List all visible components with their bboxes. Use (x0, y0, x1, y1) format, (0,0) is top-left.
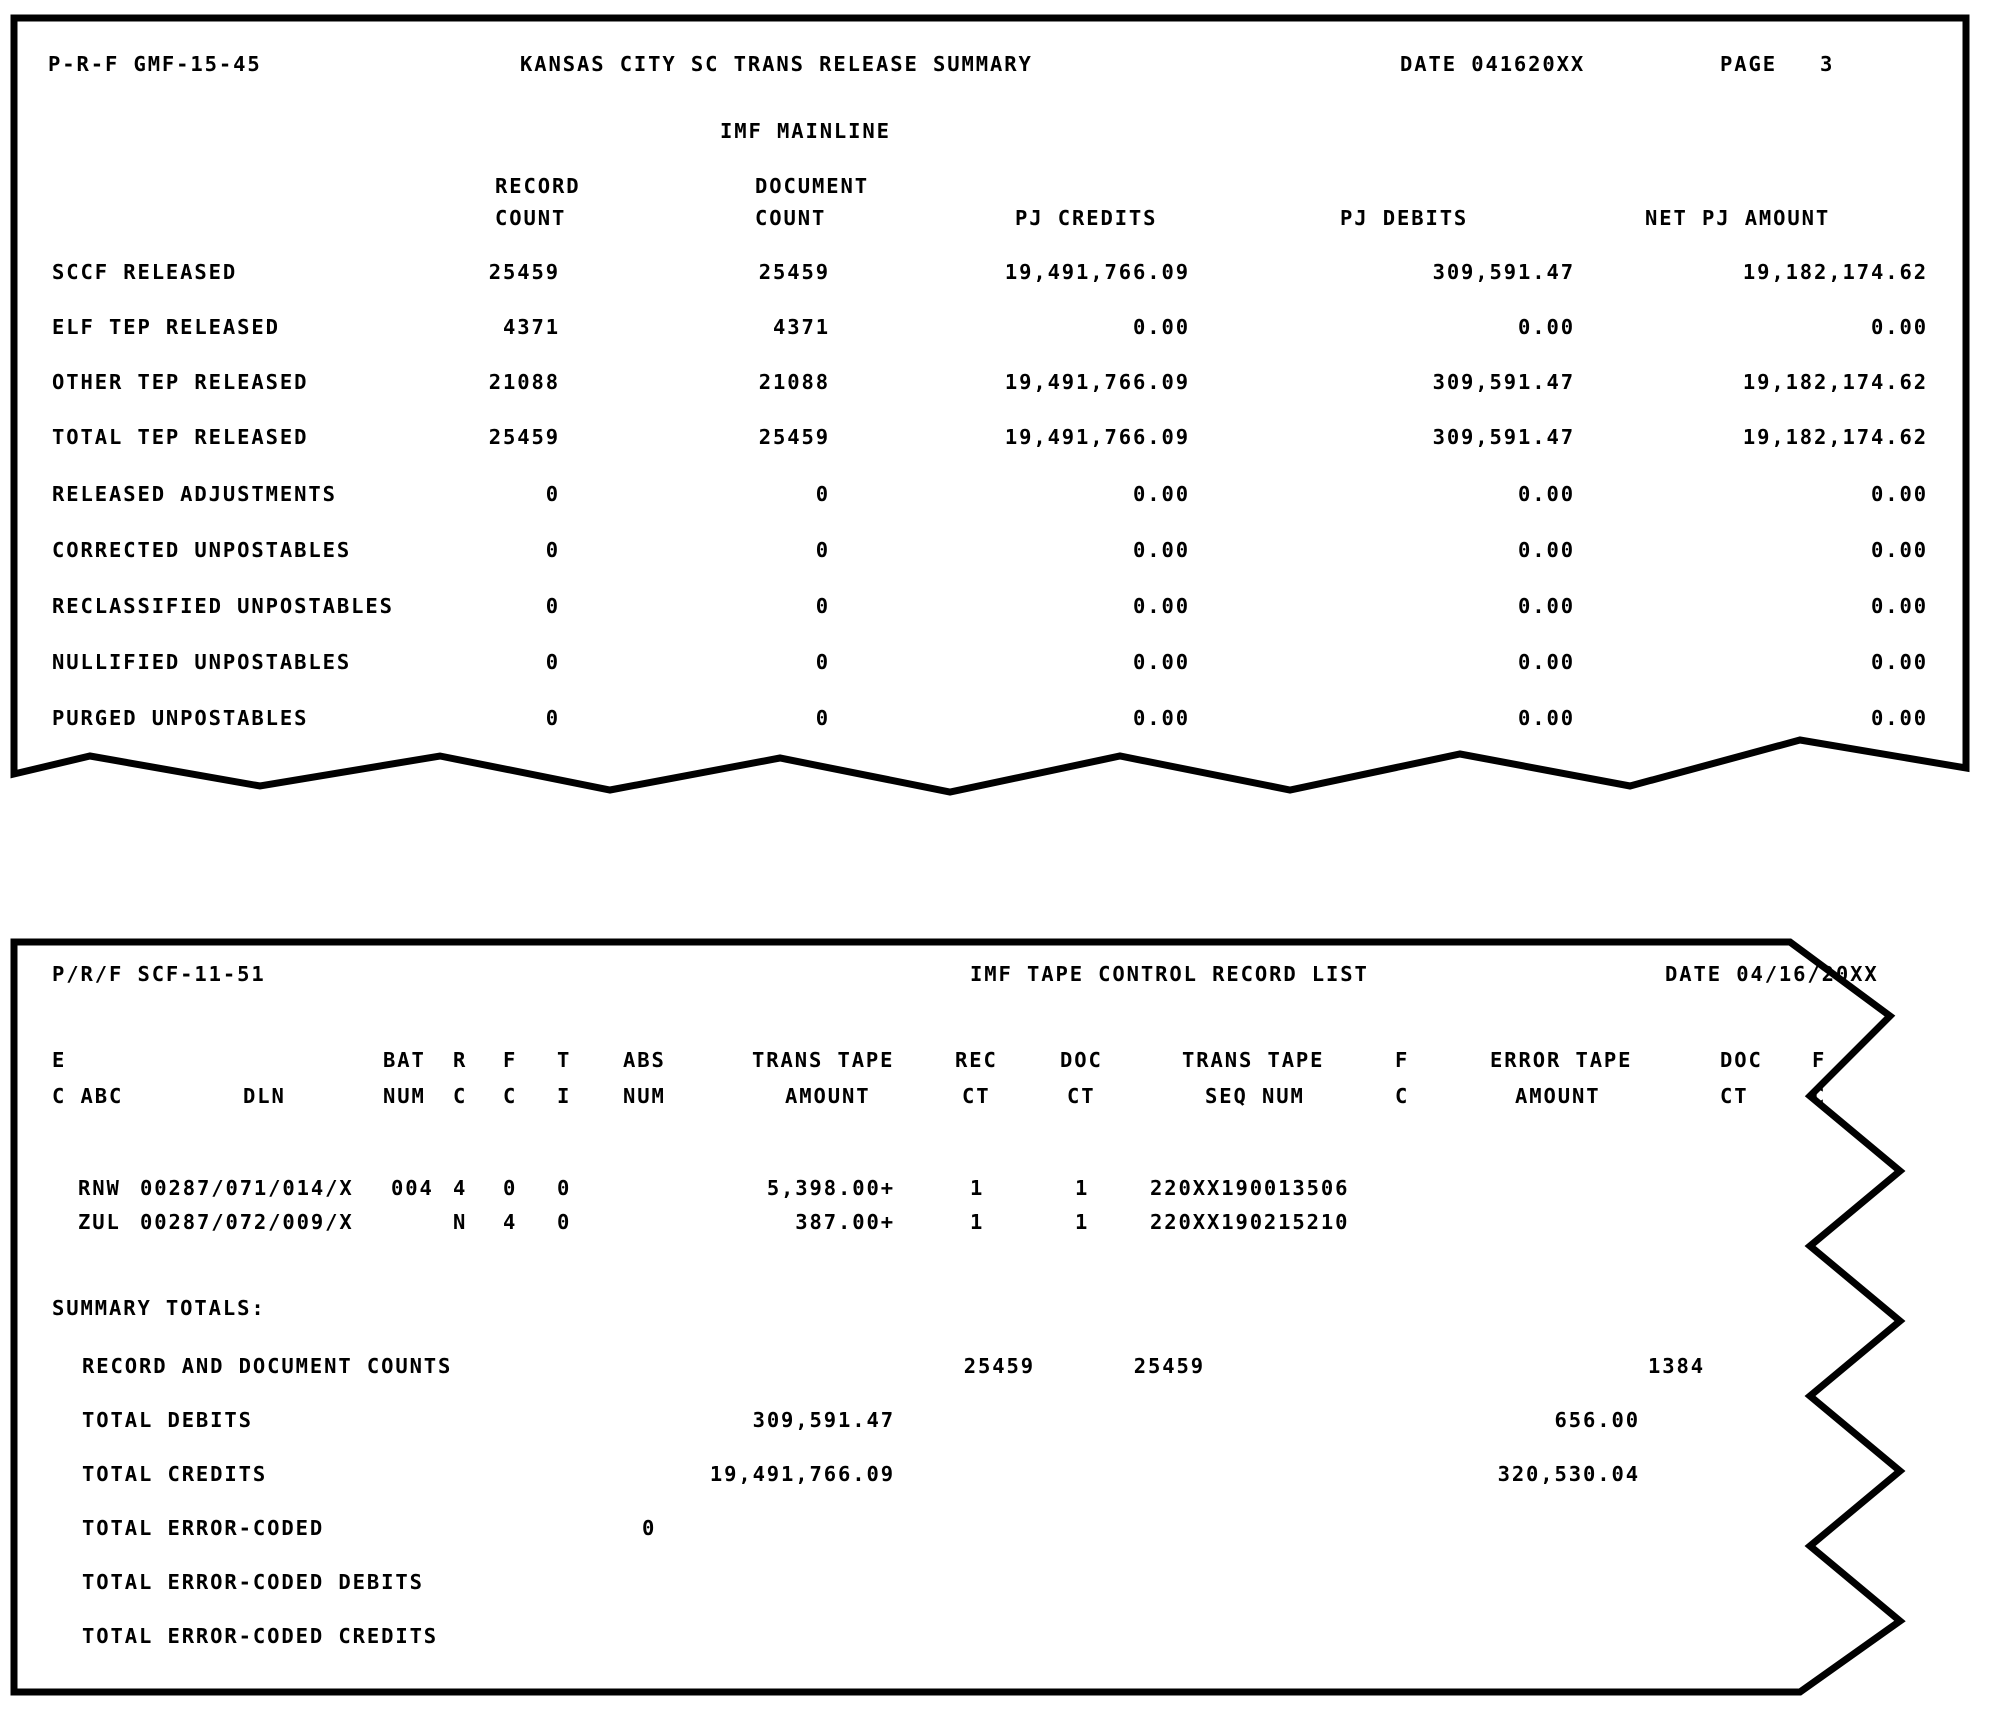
row-record-count: 0 (545, 650, 560, 674)
table-row (10, 594, 1970, 620)
row-document-count: 25459 (758, 260, 830, 284)
colhead-abs-1: ABS (623, 1048, 666, 1072)
table-row (10, 425, 1970, 451)
colhead-ti-1: T (557, 1048, 572, 1072)
colhead-trans-seq-2: SEQ NUM (1205, 1084, 1305, 1108)
report-one-page-label: PAGE (1720, 52, 1777, 76)
row-pj-credits: 0.00 (1133, 482, 1190, 506)
table-row (10, 482, 1970, 508)
colhead-err-doc-1: DOC (1720, 1048, 1763, 1072)
colhead-err-f-1: F (1812, 1048, 1827, 1072)
row-pj-debits: 0.00 (1518, 706, 1575, 730)
row-record-count: 4371 (503, 315, 560, 339)
colhead-error-tape-2: AMOUNT (1515, 1084, 1601, 1108)
row-label: NULLIFIED UNPOSTABLES (52, 650, 352, 674)
row-net-pj-amount: 19,182,174.62 (1742, 370, 1928, 394)
table-row (10, 370, 1970, 396)
row-pj-debits: 309,591.47 (1432, 260, 1575, 284)
report-one-date: DATE 041620XX (1400, 52, 1586, 76)
row-pj-debits: 0.00 (1518, 315, 1575, 339)
colhead-pj-debits: PJ DEBITS (1340, 206, 1469, 230)
detail-ec-abc: RNW (78, 1176, 121, 1200)
detail-rc: N (453, 1210, 468, 1234)
summary-error-col: 656.00 (1554, 1408, 1640, 1432)
row-net-pj-amount: 0.00 (1871, 594, 1928, 618)
summary-label: RECORD AND DOCUMENT COUNTS (82, 1354, 453, 1378)
detail-trans-tape-amount: 387.00+ (795, 1210, 895, 1234)
colhead-pj-credits: PJ CREDITS (1015, 206, 1158, 230)
summary-heading: SUMMARY TOTALS: (52, 1296, 266, 1320)
summary-error-col: 320,530.04 (1497, 1462, 1640, 1486)
summary-doc-ct: 25459 (1133, 1354, 1205, 1378)
row-pj-credits: 19,491,766.09 (1004, 425, 1190, 449)
row-label: RECLASSIFIED UNPOSTABLES (52, 594, 394, 618)
row-label: ELF TEP RELEASED (52, 315, 280, 339)
row-pj-credits: 0.00 (1133, 706, 1190, 730)
colhead-bat-1: BAT (383, 1048, 426, 1072)
detail-doc-ct: 1 (1075, 1176, 1090, 1200)
table-row (10, 650, 1970, 676)
table-row (10, 315, 1970, 341)
colhead-net-pj-amount: NET PJ AMOUNT (1645, 206, 1831, 230)
row-pj-credits: 19,491,766.09 (1004, 370, 1190, 394)
row-record-count: 25459 (488, 260, 560, 284)
detail-rc: 4 (453, 1176, 468, 1200)
colhead-trans-seq-1: TRANS TAPE (1182, 1048, 1325, 1072)
row-pj-credits: 0.00 (1133, 650, 1190, 674)
detail-dln: 00287/071/014/X (140, 1176, 354, 1200)
summary-amount: 309,591.47 (752, 1408, 895, 1432)
detail-trans-tape-seq-num: 220XX190013506 (1150, 1176, 1350, 1200)
colhead-bat-2: NUM (383, 1084, 426, 1108)
colhead-ec-1: E (52, 1048, 67, 1072)
summary-label: TOTAL ERROR-CODED CREDITS (82, 1624, 439, 1648)
row-pj-credits: 0.00 (1133, 594, 1190, 618)
detail-ti: 0 (557, 1176, 572, 1200)
colhead-error-tape-1: ERROR TAPE (1490, 1048, 1633, 1072)
row-net-pj-amount: 19,182,174.62 (1742, 425, 1928, 449)
row-record-count: 0 (545, 594, 560, 618)
row-label: TOTAL TEP RELEASED (52, 425, 309, 449)
report-one-subtitle: IMF MAINLINE (720, 119, 891, 143)
colhead-dln: DLN (243, 1084, 286, 1108)
colhead-trans-amount-2: AMOUNT (785, 1084, 871, 1108)
colhead-doc-1: DOC (1060, 1048, 1103, 1072)
summary-label: TOTAL ERROR-CODED DEBITS (82, 1570, 424, 1594)
summary-rec-ct: 25459 (963, 1354, 1035, 1378)
row-record-count: 21088 (488, 370, 560, 394)
imf-tape-control-record-list-report (10, 906, 1970, 1696)
row-label: CORRECTED UNPOSTABLES (52, 538, 352, 562)
row-net-pj-amount: 0.00 (1871, 650, 1928, 674)
detail-rec-ct: 1 (970, 1210, 985, 1234)
summary-label: TOTAL DEBITS (82, 1408, 253, 1432)
detail-rec-ct: 1 (970, 1176, 985, 1200)
row-label: OTHER TEP RELEASED (52, 370, 309, 394)
report-two-title: IMF TAPE CONTROL RECORD LIST (970, 962, 1369, 986)
detail-dln: 00287/072/009/X (140, 1210, 354, 1234)
row-label: SCCF RELEASED (52, 260, 238, 284)
row-label: RELEASED ADJUSTMENTS (52, 482, 337, 506)
row-pj-credits: 0.00 (1133, 315, 1190, 339)
row-pj-debits: 0.00 (1518, 482, 1575, 506)
colhead-rec-2: CT (962, 1084, 991, 1108)
colhead-record-count-1: RECORD (495, 174, 581, 198)
row-document-count: 0 (815, 650, 830, 674)
colhead-rec-1: REC (955, 1048, 998, 1072)
row-net-pj-amount: 0.00 (1871, 538, 1928, 562)
colhead-record-count-2: COUNT (495, 206, 567, 230)
row-document-count: 0 (815, 482, 830, 506)
colhead-rc-1: R (453, 1048, 468, 1072)
row-net-pj-amount: 0.00 (1871, 706, 1928, 730)
row-pj-debits: 309,591.47 (1432, 425, 1575, 449)
detail-bat-num: 004 (391, 1176, 434, 1200)
detail-ti: 0 (557, 1210, 572, 1234)
report-one-form-id: P-R-F GMF-15-45 (48, 52, 262, 76)
row-pj-debits: 0.00 (1518, 650, 1575, 674)
colhead-doc-2: CT (1067, 1084, 1096, 1108)
row-pj-credits: 0.00 (1133, 538, 1190, 562)
colhead-err-f-2: C (1812, 1084, 1827, 1108)
colhead-trans-amount-1: TRANS TAPE (752, 1048, 895, 1072)
detail-trans-tape-seq-num: 220XX190215210 (1150, 1210, 1350, 1234)
detail-fc: 0 (503, 1176, 518, 1200)
row-document-count: 0 (815, 538, 830, 562)
detail-fc: 4 (503, 1210, 518, 1234)
row-document-count: 25459 (758, 425, 830, 449)
row-document-count: 21088 (758, 370, 830, 394)
table-row (10, 260, 1970, 286)
row-document-count: 0 (815, 706, 830, 730)
table-row (10, 706, 1970, 732)
report-two-form-id: P/R/F SCF-11-51 (52, 962, 266, 986)
row-record-count: 0 (545, 482, 560, 506)
summary-error-col: 1384 (1648, 1354, 1705, 1378)
colhead-f-2: C (1395, 1084, 1410, 1108)
summary-label: TOTAL ERROR-CODED (82, 1516, 325, 1540)
colhead-f-1: F (1395, 1048, 1410, 1072)
table-row (10, 538, 1970, 564)
detail-trans-tape-amount: 5,398.00+ (766, 1176, 895, 1200)
row-record-count: 0 (545, 706, 560, 730)
row-document-count: 4371 (773, 315, 830, 339)
summary-label: TOTAL CREDITS (82, 1462, 268, 1486)
row-pj-debits: 0.00 (1518, 594, 1575, 618)
colhead-ec-2: C ABC (52, 1084, 124, 1108)
trans-release-summary-report (10, 14, 1970, 794)
colhead-fc-2: C (503, 1084, 518, 1108)
colhead-rc-2: C (453, 1084, 468, 1108)
colhead-document-count-2: COUNT (755, 206, 827, 230)
summary-amount: 19,491,766.09 (709, 1462, 895, 1486)
row-pj-credits: 19,491,766.09 (1004, 260, 1190, 284)
row-document-count: 0 (815, 594, 830, 618)
row-pj-debits: 0.00 (1518, 538, 1575, 562)
colhead-document-count-1: DOCUMENT (755, 174, 869, 198)
report-two-date: DATE 04/16/20XX (1665, 962, 1879, 986)
colhead-fc-1: F (503, 1048, 518, 1072)
colhead-abs-2: NUM (623, 1084, 666, 1108)
row-record-count: 0 (545, 538, 560, 562)
colhead-err-doc-2: CT (1720, 1084, 1749, 1108)
row-net-pj-amount: 0.00 (1871, 482, 1928, 506)
row-net-pj-amount: 0.00 (1871, 315, 1928, 339)
row-net-pj-amount: 19,182,174.62 (1742, 260, 1928, 284)
row-pj-debits: 309,591.47 (1432, 370, 1575, 394)
report-one-page-number: 3 (1820, 52, 1835, 76)
colhead-ti-2: I (557, 1084, 572, 1108)
report-one-title: KANSAS CITY SC TRANS RELEASE SUMMARY (520, 52, 1033, 76)
row-record-count: 25459 (488, 425, 560, 449)
summary-amount: 0 (642, 1516, 657, 1540)
detail-ec-abc: ZUL (78, 1210, 121, 1234)
detail-doc-ct: 1 (1075, 1210, 1090, 1234)
row-label: PURGED UNPOSTABLES (52, 706, 309, 730)
